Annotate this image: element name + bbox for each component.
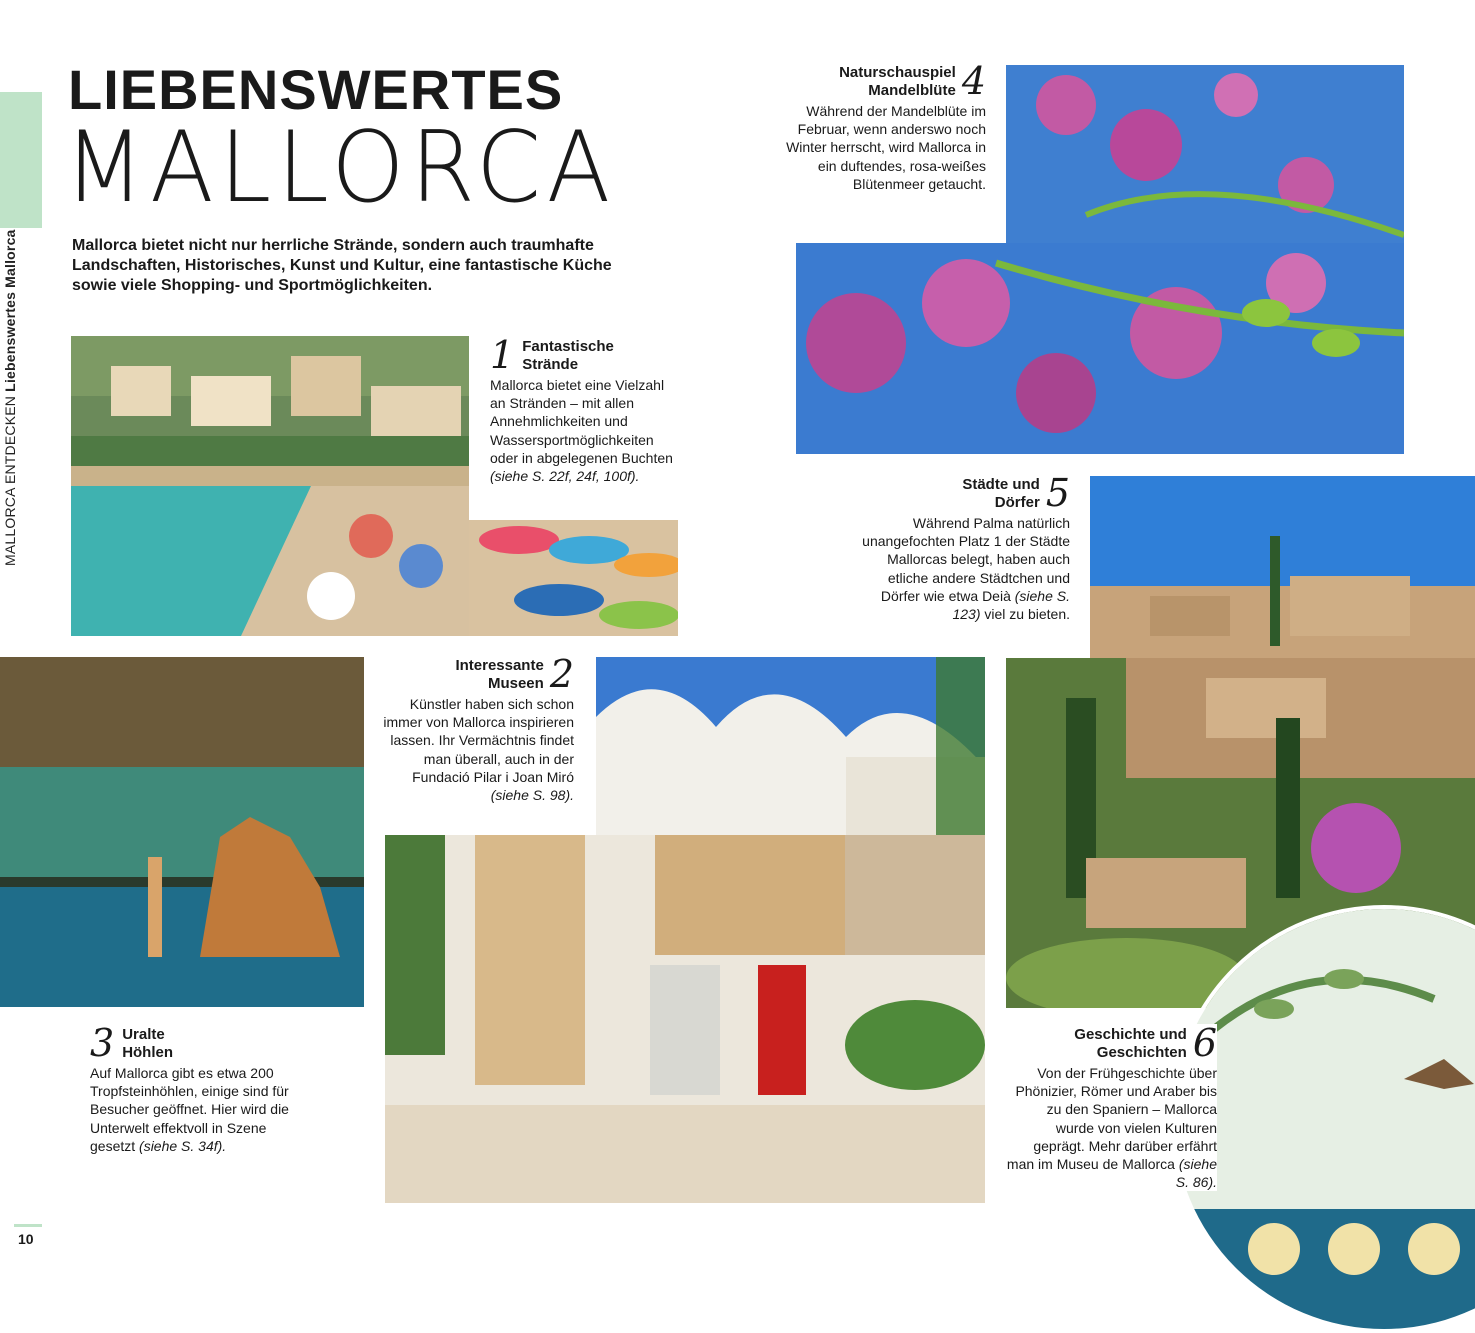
chapter-label: Liebenswertes Mallorca — [2, 229, 18, 392]
caption-heading-line2: Dörfer — [994, 494, 1040, 511]
page-title-line2: MALLORCA — [64, 111, 617, 225]
museum-photo-lower — [385, 835, 985, 1203]
caption-heading-line1: Uralte — [122, 1026, 165, 1043]
page-number: 10 — [18, 1231, 34, 1247]
caption-number: 4 — [961, 59, 986, 103]
caption-number: 6 — [1192, 1021, 1217, 1065]
caption-heading-line1: Städte und — [962, 476, 1040, 493]
beach-photo — [71, 336, 469, 636]
caption-heading-line1: Geschichte und — [1074, 1026, 1187, 1043]
caption-reference: (siehe S. 34f). — [139, 1137, 227, 1154]
caption-body-tail: viel zu bieten. — [984, 606, 1070, 623]
caption-number: 5 — [1045, 471, 1070, 515]
caption-heading-line2: Mandelblüte — [868, 82, 956, 99]
caption-museums — [380, 652, 574, 804]
caption-heading-line2: Geschichten — [1096, 1044, 1187, 1061]
caption-body: Während der Mandelblüte im Februar, wenn anderswo noch Winter herrscht, wird Mallorca in ein duftendes, rosa-weißes Blütenmeer getaucht. — [786, 103, 986, 192]
caption-number: 2 — [549, 652, 574, 696]
caption-heading-line1: Interessante — [455, 657, 544, 674]
caption-heading-line1: Naturschauspiel — [839, 64, 956, 81]
caption-heading-line1: Fantastische — [522, 338, 614, 355]
cave-photo — [0, 657, 364, 1007]
caption-beaches — [490, 333, 680, 485]
section-label: MALLORCA ENTDECKEN — [2, 395, 18, 566]
caption-body: Mallorca bietet eine Vielzahl an Stränden – mit allen Annehmlichkeiten und Wassersportmöglichkeiten oder in abgelegenen Buchten — [490, 377, 673, 466]
village-photo — [1090, 476, 1475, 658]
caption-heading-line2: Museen — [487, 675, 544, 692]
caption-reference: (siehe S. 22f, 24f, 100f). — [490, 468, 640, 485]
caption-towns — [860, 471, 1070, 623]
page-number-accent — [14, 1224, 42, 1227]
almond-blossom-photo — [1006, 65, 1404, 243]
almond-blossom-photo-lower — [796, 243, 1404, 454]
intro-text: Mallorca bietet nicht nur herrliche Strände, sondern auch traumhafte Landschaften, Historisches, Kunst und Kultur, eine fantastische Küche sowie viele Shopping- und Sportmöglichkeiten. — [72, 237, 612, 294]
caption-number: 1 — [490, 333, 515, 377]
caption-body-continued: Miró — [546, 768, 574, 785]
caption-number: 3 — [90, 1021, 115, 1065]
section-color-tab — [0, 92, 42, 228]
caption-almond-blossom — [780, 59, 986, 193]
beach-umbrellas-photo — [469, 520, 678, 636]
section-running-head — [2, 226, 28, 566]
museum-photo — [596, 657, 985, 835]
caption-reference: (siehe S. 86). — [1175, 1156, 1217, 1191]
caption-heading-line2: Strände — [522, 356, 579, 373]
caption-caves — [90, 1021, 290, 1155]
caption-body: Auf Mallorca gibt es etwa 200 Tropfsteinhöhlen, einige sind für Besucher geöffnet. Hier wird die Unterwelt effektvoll in Szene gesetzt — [90, 1065, 289, 1154]
caption-heading-line2: Höhlen — [122, 1044, 174, 1061]
caption-body: Von der Frühgeschichte über Phönizier, Römer und Araber bis zu den Spaniern – Mallorca wurde von vielen Kulturen geprägt. Mehr darüber erfährt man im Museu de Mallorca — [1006, 1065, 1217, 1173]
page-title-line1: LIEBENSWERTES — [68, 58, 564, 121]
caption-body: Während Palma natürlich unangefochten Platz 1 der Städte Mallorcas belegt, haben auch etliche andere Städtchen und Dörfer wie etwa Deià — [862, 515, 1070, 604]
caption-reference: (siehe S. 98). — [490, 787, 574, 804]
caption-body: Künstler haben sich schon immer von Mallorca inspirieren lassen. Ihr Vermächtnis findet man überall, auch in der Fundació Pilar i Joan — [383, 696, 574, 785]
caption-history — [1005, 1021, 1217, 1191]
caption-reference: (siehe S. 123) — [952, 587, 1070, 623]
